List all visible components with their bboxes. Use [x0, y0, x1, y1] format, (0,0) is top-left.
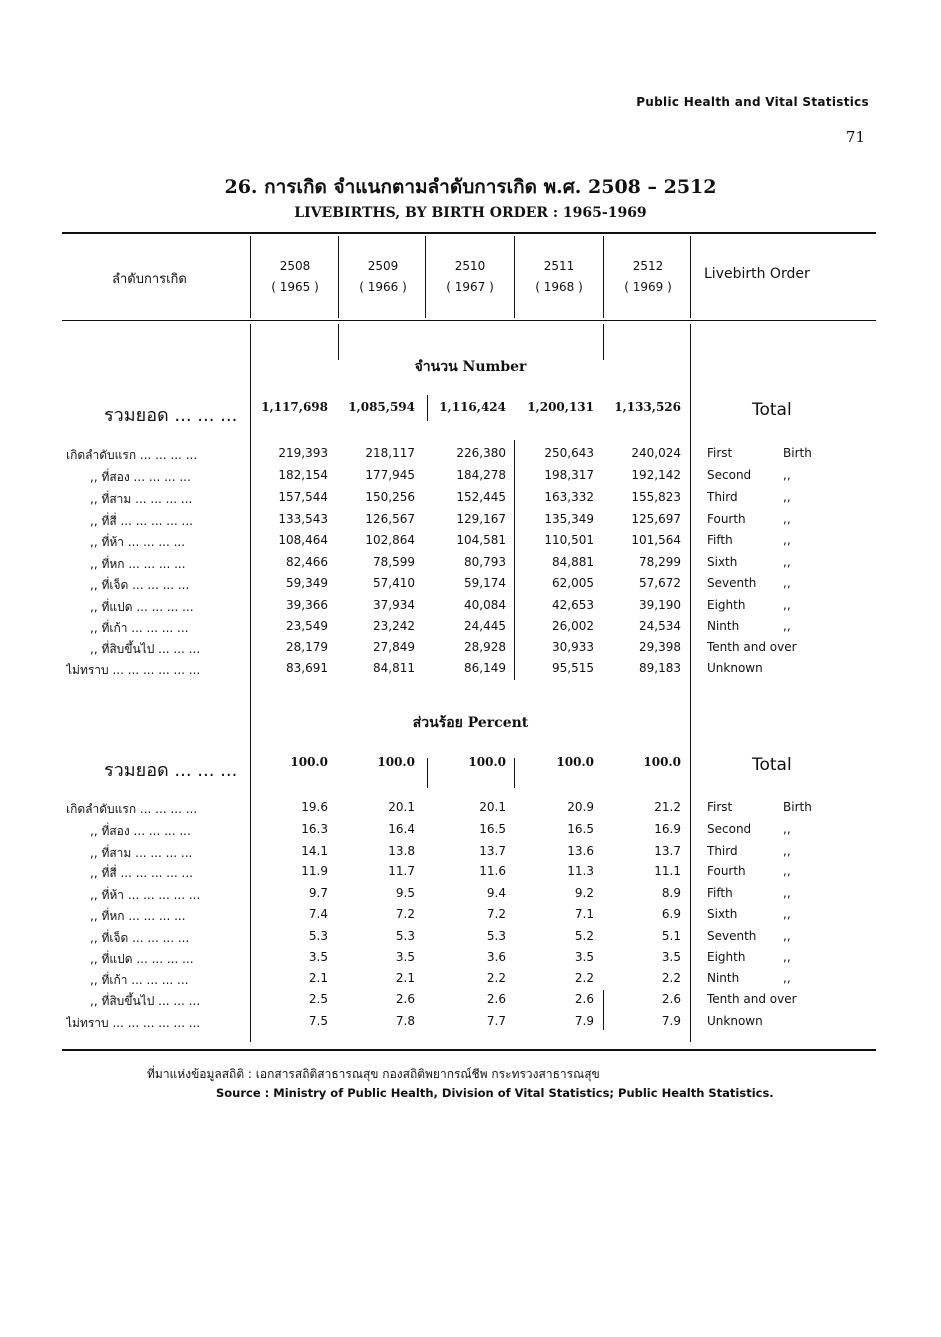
- table-cell: 3.6: [486, 950, 506, 964]
- row-label-thai: ไม่ทราบ ... ... ... ... ... ...: [66, 663, 201, 677]
- row-label-thai: ,, ที่ห้า ... ... ... ... ...: [90, 888, 201, 902]
- row-label-english-suffix: ,,: [783, 576, 791, 590]
- table-cell: 82,466: [286, 555, 328, 569]
- table-cell: 100.0: [643, 755, 681, 769]
- table-cell: 100.0: [377, 755, 415, 769]
- table-cell: 11.9: [301, 864, 328, 878]
- table-row: [0, 576, 941, 596]
- table-cell: 100.0: [468, 755, 506, 769]
- table-top-rule: [62, 232, 876, 234]
- col-header-be: 2509: [367, 259, 399, 273]
- row-label-english: Seventh: [707, 929, 757, 943]
- table-cell: 218,117: [365, 446, 415, 460]
- row-label-english: First: [707, 446, 733, 460]
- table-total-row: [0, 755, 941, 781]
- row-label-english: First: [707, 800, 733, 814]
- table-bottom-rule: [62, 1049, 876, 1051]
- table-cell: 13.8: [388, 844, 415, 858]
- col-header-2510: [427, 256, 513, 298]
- table-cell: 9.7: [308, 886, 328, 900]
- table-cell: 13.7: [479, 844, 506, 858]
- row-label-english-suffix: ,,: [783, 598, 791, 612]
- table-cell: 39,190: [639, 598, 681, 612]
- header-col-divider-5: [603, 236, 604, 318]
- table-row: [0, 490, 941, 510]
- table-row: [0, 468, 941, 488]
- table-cell: 19.6: [301, 800, 328, 814]
- table-cell: 5.2: [574, 929, 594, 943]
- row-label-thai: ,, ที่เก้า ... ... ... ...: [90, 973, 189, 987]
- table-cell: 2.2: [574, 971, 594, 985]
- row-label-thai: เกิดลำดับแรก ... ... ... ...: [66, 448, 198, 462]
- row-label-english-suffix: ,,: [783, 822, 791, 836]
- table-cell: 1,133,526: [614, 400, 681, 414]
- table-cell: 163,332: [544, 490, 594, 504]
- row-label-english: Eighth: [707, 598, 746, 612]
- col-header-2512: [605, 256, 691, 298]
- col-header-2511: [516, 256, 602, 298]
- row-label-english-suffix: ,,: [783, 468, 791, 482]
- row-label-english: Fourth: [707, 864, 746, 878]
- col-header-be: 2511: [543, 259, 575, 273]
- row-label-english-suffix: ,,: [783, 907, 791, 921]
- table-cell: 1,116,424: [439, 400, 506, 414]
- table-cell: 110,501: [544, 533, 594, 547]
- table-cell: 7.8: [395, 1014, 415, 1028]
- row-label-english-suffix: ,,: [783, 886, 791, 900]
- table-cell: 7.4: [308, 907, 328, 921]
- row-label-thai: ,, ที่หก ... ... ... ...: [90, 557, 186, 571]
- table-cell: 101,564: [631, 533, 681, 547]
- table-cell: 16.3: [301, 822, 328, 836]
- row-label-english: Second: [707, 468, 752, 482]
- table-cell: 78,599: [373, 555, 415, 569]
- row-label-thai: ,, ที่สิบขึ้นไป ... ... ...: [90, 642, 201, 656]
- col-header-2509: [340, 256, 426, 298]
- table-cell: 16.5: [567, 822, 594, 836]
- table-cell: 16.9: [654, 822, 681, 836]
- table-cell: 7.2: [486, 907, 506, 921]
- row-label-english-suffix: ,,: [783, 971, 791, 985]
- table-cell: 3.5: [574, 950, 594, 964]
- table-cell: 1,085,594: [348, 400, 415, 414]
- table-cell: 2.5: [308, 992, 328, 1006]
- row-label-english: Tenth and over: [707, 640, 797, 654]
- col-header-be: 2508: [279, 259, 311, 273]
- row-label-english: Unknown: [707, 661, 763, 675]
- table-cell: 198,317: [544, 468, 594, 482]
- table-row: [0, 950, 941, 970]
- table-row: [0, 533, 941, 553]
- row-label-thai: ,, ที่สี่ ... ... ... ... ...: [90, 514, 193, 528]
- section-title-number: จำนวน Number: [414, 359, 527, 375]
- header-col-divider-4: [514, 236, 515, 318]
- body-col-divider-2: [338, 324, 339, 360]
- body-col-divider-5: [603, 324, 604, 360]
- table-cell: 2.6: [574, 992, 594, 1006]
- table-cell: 11.1: [654, 864, 681, 878]
- row-label-english: Unknown: [707, 1014, 763, 1028]
- table-cell: 86,149: [464, 661, 506, 675]
- row-label-english-suffix: ,,: [783, 844, 791, 858]
- col-header-ce: ( 1969 ): [624, 280, 672, 294]
- row-label-thai: รวมยอด ... ... ...: [104, 405, 238, 426]
- table-cell: 37,934: [373, 598, 415, 612]
- col-header-ce: ( 1967 ): [446, 280, 494, 294]
- header-bottom-rule: [62, 320, 876, 321]
- table-cell: 78,299: [639, 555, 681, 569]
- table-cell: 2.6: [486, 992, 506, 1006]
- header-col-divider-1: [250, 236, 251, 318]
- row-label-english-suffix: Birth: [783, 446, 812, 460]
- row-label-english: Sixth: [707, 555, 738, 569]
- table-cell: 7.9: [574, 1014, 594, 1028]
- row-label-english-suffix: ,,: [783, 490, 791, 504]
- table-cell: 28,179: [286, 640, 328, 654]
- table-cell: 2.6: [661, 992, 681, 1006]
- row-label-english: Total: [752, 400, 792, 420]
- row-header-english: Livebirth Order: [704, 266, 810, 282]
- table-cell: 3.5: [308, 950, 328, 964]
- table-cell: 20.1: [479, 800, 506, 814]
- table-cell: 2.1: [308, 971, 328, 985]
- row-label-english: Total: [752, 755, 792, 775]
- row-label-english-suffix: ,,: [783, 950, 791, 964]
- row-label-english-suffix: ,,: [783, 619, 791, 633]
- source-note-thai: ที่มาแห่งข้อมูลสถิติ : เอกสารสถิติสาธารณสุข กองสถิติพยากรณ์ชีพ กระทรวงสาธารณสุข: [147, 1067, 600, 1081]
- table-cell: 11.7: [388, 864, 415, 878]
- table-cell: 125,697: [631, 512, 681, 526]
- row-label-english: Second: [707, 822, 752, 836]
- table-cell: 30,933: [552, 640, 594, 654]
- table-cell: 2.1: [395, 971, 415, 985]
- col-header-be: 2510: [454, 259, 486, 273]
- table-cell: 24,534: [639, 619, 681, 633]
- table-cell: 27,849: [373, 640, 415, 654]
- table-cell: 11.6: [479, 864, 506, 878]
- table-cell: 7.7: [486, 1014, 506, 1028]
- table-cell: 84,811: [373, 661, 415, 675]
- table-cell: 7.1: [574, 907, 594, 921]
- row-label-english-suffix: ,,: [783, 533, 791, 547]
- table-title-thai: 26. การเกิด จำแนกตามลำดับการเกิด พ.ศ. 2508 – 2512: [224, 176, 717, 198]
- table-cell: 182,154: [278, 468, 328, 482]
- table-cell: 59,174: [464, 576, 506, 590]
- table-cell: 7.5: [308, 1014, 328, 1028]
- table-cell: 20.1: [388, 800, 415, 814]
- header-col-divider-2: [338, 236, 339, 318]
- table-cell: 133,543: [278, 512, 328, 526]
- table-cell: 1,200,131: [527, 400, 594, 414]
- table-cell: 39,366: [286, 598, 328, 612]
- table-cell: 21.2: [654, 800, 681, 814]
- col-header-ce: ( 1968 ): [535, 280, 583, 294]
- table-cell: 57,410: [373, 576, 415, 590]
- table-cell: 16.4: [388, 822, 415, 836]
- row-label-thai: ,, ที่หก ... ... ... ...: [90, 909, 186, 923]
- table-cell: 95,515: [552, 661, 594, 675]
- table-cell: 9.4: [486, 886, 506, 900]
- table-cell: 29,398: [639, 640, 681, 654]
- table-cell: 8.9: [661, 886, 681, 900]
- table-row: [0, 598, 941, 618]
- table-row: [0, 886, 941, 906]
- table-cell: 219,393: [278, 446, 328, 460]
- table-cell: 184,278: [456, 468, 506, 482]
- table-row: [0, 619, 941, 639]
- row-label-english: Ninth: [707, 971, 740, 985]
- table-cell: 23,549: [286, 619, 328, 633]
- table-cell: 1,117,698: [261, 400, 328, 414]
- table-cell: 5.1: [661, 929, 681, 943]
- table-row: [0, 512, 941, 532]
- table-cell: 6.9: [661, 907, 681, 921]
- row-label-english: Ninth: [707, 619, 740, 633]
- row-label-thai: ,, ที่เก้า ... ... ... ...: [90, 621, 189, 635]
- table-row: [0, 661, 941, 681]
- table-cell: 83,691: [286, 661, 328, 675]
- table-cell: 57,672: [639, 576, 681, 590]
- row-label-thai: ,, ที่สอง ... ... ... ...: [90, 470, 191, 484]
- table-cell: 129,167: [456, 512, 506, 526]
- row-label-english-suffix: ,,: [783, 864, 791, 878]
- table-cell: 126,567: [365, 512, 415, 526]
- table-cell: 100.0: [290, 755, 328, 769]
- col-header-ce: ( 1966 ): [359, 280, 407, 294]
- table-cell: 5.3: [308, 929, 328, 943]
- table-cell: 135,349: [544, 512, 594, 526]
- table-row: [0, 446, 941, 466]
- table-cell: 152,445: [456, 490, 506, 504]
- row-label-thai: ไม่ทราบ ... ... ... ... ... ...: [66, 1016, 201, 1030]
- row-label-english: Fourth: [707, 512, 746, 526]
- table-cell: 155,823: [631, 490, 681, 504]
- table-row: [0, 822, 941, 842]
- table-cell: 150,256: [365, 490, 415, 504]
- row-header-thai: ลำดับการเกิด: [112, 272, 187, 287]
- table-cell: 9.2: [574, 886, 594, 900]
- table-cell: 14.1: [301, 844, 328, 858]
- row-label-english-suffix: ,,: [783, 555, 791, 569]
- section-title-percent: ส่วนร้อย Percent: [412, 715, 529, 731]
- table-row: [0, 844, 941, 864]
- row-label-english: Sixth: [707, 907, 738, 921]
- source-note-english: Source : Ministry of Public Health, Division of Vital Statistics; Public Health Statistics.: [216, 1086, 774, 1100]
- table-cell: 20.9: [567, 800, 594, 814]
- table-cell: 240,024: [631, 446, 681, 460]
- row-label-english: Third: [707, 490, 738, 504]
- col-header-2508: [252, 256, 338, 298]
- table-total-row: [0, 400, 941, 426]
- table-row: [0, 640, 941, 660]
- table-row: [0, 971, 941, 991]
- table-cell: 157,544: [278, 490, 328, 504]
- table-cell: 3.5: [395, 950, 415, 964]
- table-cell: 9.5: [395, 886, 415, 900]
- table-cell: 28,928: [464, 640, 506, 654]
- row-label-thai: ,, ที่แปด ... ... ... ...: [90, 600, 194, 614]
- running-header: Public Health and Vital Statistics: [636, 95, 869, 109]
- table-cell: 23,242: [373, 619, 415, 633]
- row-label-thai: ,, ที่สี่ ... ... ... ... ...: [90, 866, 193, 880]
- page-number: 71: [845, 128, 865, 146]
- row-label-thai: ,, ที่แปด ... ... ... ...: [90, 952, 194, 966]
- table-cell: 100.0: [556, 755, 594, 769]
- table-cell: 226,380: [456, 446, 506, 460]
- row-label-english-suffix: ,,: [783, 929, 791, 943]
- table-cell: 16.5: [479, 822, 506, 836]
- row-label-thai: ,, ที่สอง ... ... ... ...: [90, 824, 191, 838]
- table-title-english: LIVEBIRTHS, BY BIRTH ORDER : 1965-1969: [294, 205, 647, 221]
- row-label-thai: ,, ที่ห้า ... ... ... ...: [90, 535, 186, 549]
- table-row: [0, 864, 941, 884]
- table-cell: 2.2: [486, 971, 506, 985]
- table-cell: 80,793: [464, 555, 506, 569]
- row-label-thai: ,, ที่เจ็ด ... ... ... ...: [90, 578, 190, 592]
- table-cell: 5.3: [486, 929, 506, 943]
- table-cell: 108,464: [278, 533, 328, 547]
- table-cell: 102,864: [365, 533, 415, 547]
- row-label-thai: ,, ที่สิบขึ้นไป ... ... ...: [90, 994, 201, 1008]
- table-cell: 3.5: [661, 950, 681, 964]
- table-cell: 11.3: [567, 864, 594, 878]
- table-cell: 62,005: [552, 576, 594, 590]
- table-cell: 84,881: [552, 555, 594, 569]
- row-label-english-suffix: ,,: [783, 512, 791, 526]
- table-cell: 250,643: [544, 446, 594, 460]
- table-cell: 42,653: [552, 598, 594, 612]
- table-row: [0, 907, 941, 927]
- row-label-english: Fifth: [707, 533, 733, 547]
- table-row: [0, 555, 941, 575]
- table-cell: 24,445: [464, 619, 506, 633]
- row-label-thai: ,, ที่สาม ... ... ... ...: [90, 846, 193, 860]
- table-cell: 40,084: [464, 598, 506, 612]
- table-cell: 89,183: [639, 661, 681, 675]
- table-cell: 7.2: [395, 907, 415, 921]
- table-cell: 2.6: [395, 992, 415, 1006]
- row-label-thai: ,, ที่เจ็ด ... ... ... ...: [90, 931, 190, 945]
- table-cell: 13.7: [654, 844, 681, 858]
- table-cell: 104,581: [456, 533, 506, 547]
- table-cell: 5.3: [395, 929, 415, 943]
- table-row: [0, 992, 941, 1012]
- table-cell: 192,142: [631, 468, 681, 482]
- row-label-english: Third: [707, 844, 738, 858]
- col-header-be: 2512: [632, 259, 664, 273]
- row-label-english: Seventh: [707, 576, 757, 590]
- row-label-thai: ,, ที่สาม ... ... ... ...: [90, 492, 193, 506]
- row-label-english: Fifth: [707, 886, 733, 900]
- row-label-english: Tenth and over: [707, 992, 797, 1006]
- table-cell: 7.9: [661, 1014, 681, 1028]
- table-cell: 26,002: [552, 619, 594, 633]
- table-row: [0, 1014, 941, 1034]
- table-row: [0, 929, 941, 949]
- table-row: [0, 800, 941, 820]
- table-cell: 59,349: [286, 576, 328, 590]
- table-cell: 2.2: [661, 971, 681, 985]
- row-label-english: Eighth: [707, 950, 746, 964]
- col-header-ce: ( 1965 ): [271, 280, 319, 294]
- row-label-thai: เกิดลำดับแรก ... ... ... ...: [66, 802, 198, 816]
- row-label-english-suffix: Birth: [783, 800, 812, 814]
- table-cell: 177,945: [365, 468, 415, 482]
- row-label-thai: รวมยอด ... ... ...: [104, 760, 238, 781]
- table-cell: 13.6: [567, 844, 594, 858]
